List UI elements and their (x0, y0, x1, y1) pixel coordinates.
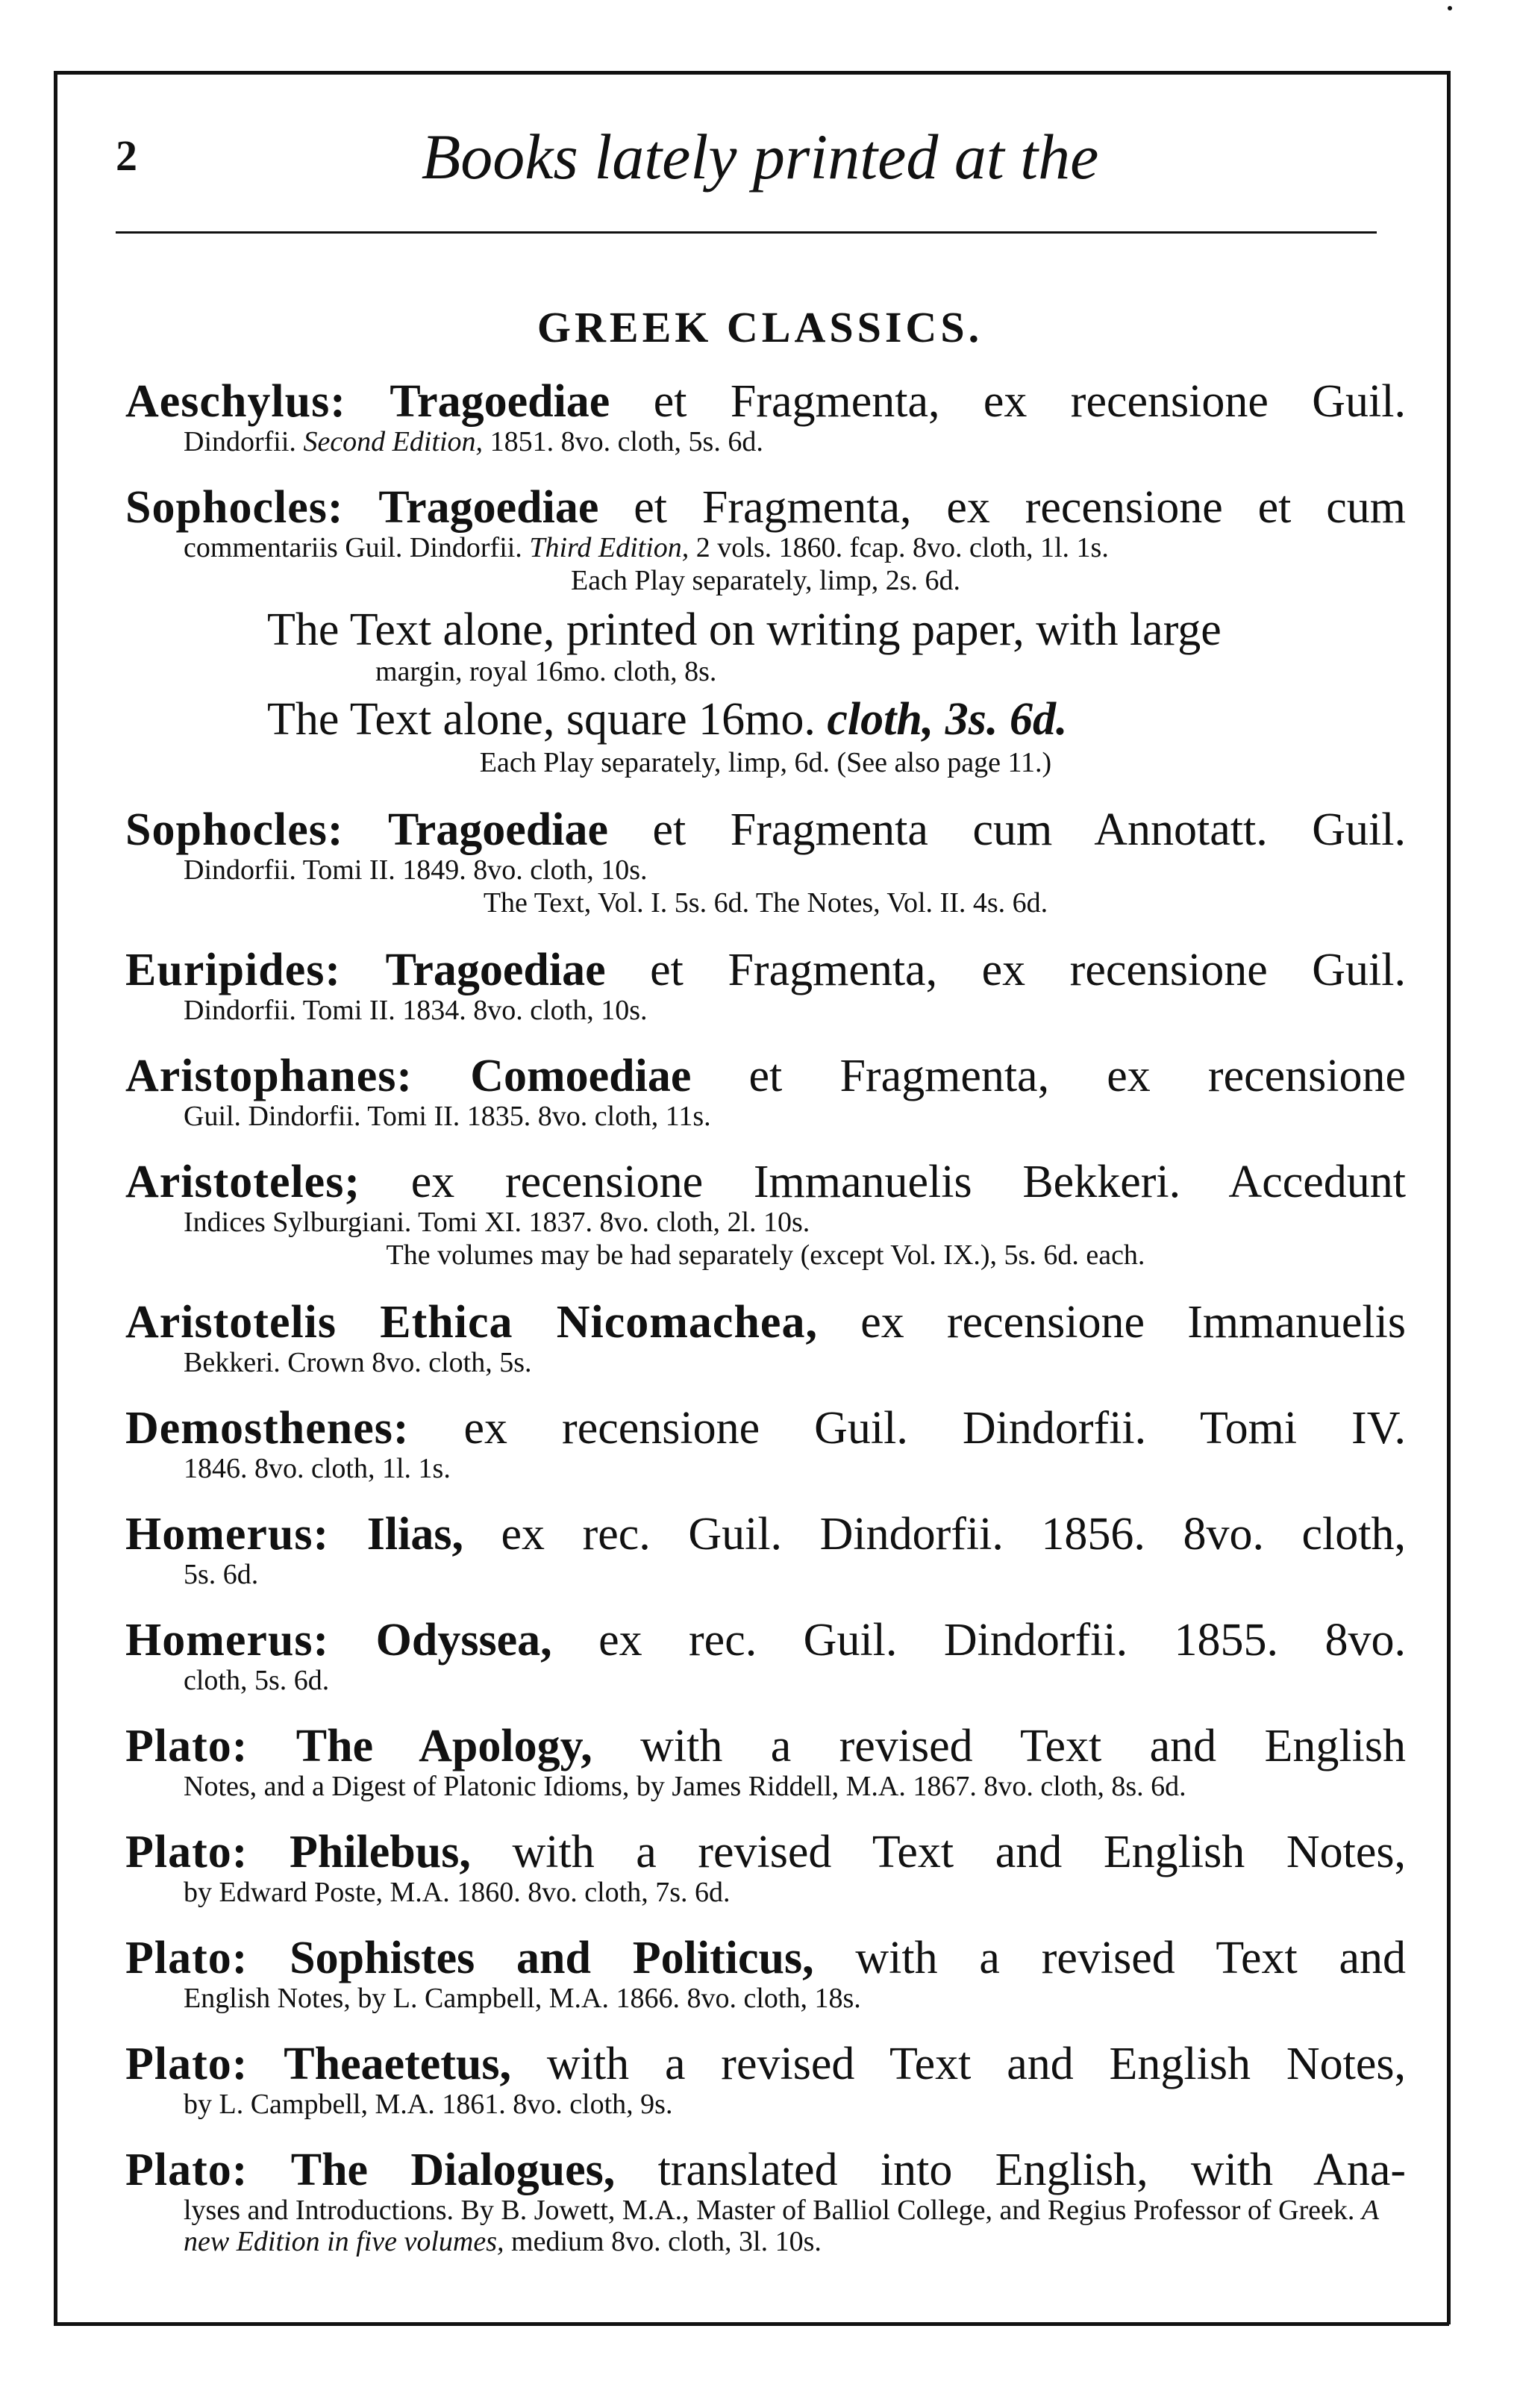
entry-title: ex rec. Guil. Dindorfii. 1856. 8vo. cloth, (463, 1509, 1406, 1560)
entry-details: Notes, and a Digest of Platonic Idioms, by James Riddell, M.A. 1867. 8vo. cloth, 8s. 6d. (184, 1771, 1186, 1802)
entry-details: 1846. 8vo. cloth, 1l. 1s. (184, 1453, 451, 1484)
list-item (125, 377, 1406, 457)
section-title: GREEK CLASSICS. (537, 303, 983, 351)
entry-details: 5s. 6d. (184, 1559, 259, 1590)
entry-details: commentariis Guil. Dindorfii. (184, 532, 522, 563)
entry-text-alone: The Text alone, printed on writing paper, with large (267, 604, 1222, 655)
list-item (125, 1404, 1406, 1484)
entry-edition: Second Edition, (303, 426, 484, 457)
entry-title-bold: Tragoediae (388, 804, 609, 855)
entry-author: Demosthenes: (125, 1403, 410, 1454)
entry-details: Bekkeri. Crown 8vo. cloth, 5s. (184, 1347, 532, 1378)
list-item (125, 2145, 1406, 2257)
list-item (125, 1157, 1406, 1272)
entry-author: Plato: (125, 1721, 248, 1771)
entry-author: Euripides: (125, 945, 342, 995)
bottom-rule (54, 2322, 1449, 2326)
entry-details: lyses and Introductions. By B. Jowett, M.A., Master of Balliol College, and Regius Professor of Greek. (184, 2195, 1355, 2226)
entry-subline: The Text, Vol. I. 5s. 6d. The Notes, Vol. II. 4s. 6d. (483, 887, 1048, 919)
entry-author: Plato: (125, 1827, 248, 1877)
entry-title: ex recensione Guil. Dindorfii. Tomi IV. (409, 1403, 1406, 1454)
entry-author: Aristotelis Ethica Nicomachea, (125, 1297, 818, 1348)
entry-author: Aeschylus: (125, 376, 346, 427)
entry-details: cloth, 5s. 6d. (184, 1665, 330, 1696)
page-speck (1448, 6, 1452, 10)
entry-author: Sophocles: (125, 482, 344, 533)
entry-title: et Fragmenta, ex recensione Guil. (610, 376, 1407, 427)
entry-author: Plato: (125, 2039, 248, 2089)
list-item (125, 1933, 1406, 2014)
entry-author: Sophocles: (125, 804, 344, 855)
entry-text-alone-price: cloth, 3s. 6d. (827, 694, 1068, 745)
entry-text-alone-square: The Text alone, square 16mo. (267, 694, 816, 745)
entry-author: Plato: (125, 1933, 248, 1983)
entry-title: et Fragmenta, ex recensione (691, 1051, 1406, 1101)
entry-title-bold: Comoediae (470, 1051, 692, 1101)
entry-title: with a revised Text and (813, 1933, 1406, 1983)
entry-title: with a revised Text and English (592, 1721, 1407, 1771)
entry-details: English Notes, by L. Campbell, M.A. 1866. 8vo. cloth, 18s. (184, 1983, 861, 2014)
entry-title-bold: Philebus, (289, 1827, 471, 1877)
entry-subline: The volumes may be had separately (except Vol. IX.), 5s. 6d. each. (386, 1239, 1145, 1271)
list-item (125, 1827, 1406, 1908)
list-item (125, 1721, 1406, 1802)
entry-title: et Fragmenta cum Annotatt. Guil. (608, 804, 1406, 855)
entry-edition: Third Edition, (529, 532, 689, 563)
entry-details: Indices Sylburgiani. Tomi XI. 1837. 8vo. cloth, 2l. 10s. (184, 1207, 810, 1238)
entry-title: et Fragmenta, ex recensione Guil. (605, 945, 1407, 995)
page-number: 2 (116, 131, 137, 180)
entry-title: ex rec. Guil. Dindorfii. 1855. 8vo. (551, 1615, 1406, 1666)
list-item (125, 1051, 1406, 1132)
entry-title-bold: The Apology, (295, 1721, 592, 1771)
entry-title-bold: Theaetetus, (284, 2039, 512, 2089)
entry-separately-2: Each Play separately, limp, 6d. (See also page 11.) (479, 747, 1052, 778)
list-item (125, 945, 1406, 1026)
entry-details: Dindorfii. Tomi II. 1849. 8vo. cloth, 10s. (184, 854, 648, 886)
entry-details-tail: 2 vols. 1860. fcap. 8vo. cloth, 1l. 1s. (689, 532, 1109, 563)
entry-details: Guil. Dindorfii. Tomi II. 1835. 8vo. cloth, 11s. (184, 1101, 711, 1132)
running-title: Books lately printed at the (421, 121, 1099, 193)
entry-title: translated into English, with Ana- (615, 2145, 1406, 2195)
entry-title: ex recensione Immanuelis Bekkeri. Accedunt (360, 1157, 1406, 1207)
entry-title: et Fragmenta, ex recensione et cum (598, 482, 1407, 533)
list-item (125, 1510, 1406, 1590)
list-item (125, 2039, 1406, 2120)
header-rule (116, 231, 1377, 234)
entry-title-bold: Tragoediae (378, 482, 599, 533)
entry-details-tail: 1851. 8vo. cloth, 5s. 6d. (483, 426, 763, 457)
list-item (125, 805, 1406, 920)
entry-details: Dindorfii. (184, 426, 296, 457)
entry-title-bold: The Dialogues, (290, 2145, 616, 2195)
entry-separately: Each Play separately, limp, 2s. 6d. (570, 565, 961, 596)
catalogue-entries (125, 377, 1406, 2283)
entry-details: by L. Campbell, M.A. 1861. 8vo. cloth, 9s. (184, 2089, 673, 2120)
entry-title-bold: Ilias, (366, 1509, 463, 1560)
entry-title: with a revised Text and English Notes, (511, 2039, 1406, 2089)
entry-title: with a revised Text and English Notes, (470, 1827, 1406, 1877)
entry-details-tail: medium 8vo. cloth, 3l. 10s. (504, 2226, 822, 2257)
entry-title: ex recensione Immanuelis (817, 1297, 1407, 1348)
entry-details: Dindorfii. Tomi II. 1834. 8vo. cloth, 10s. (184, 995, 648, 1026)
entry-edition: A new Edition in five volumes, (184, 2195, 1379, 2257)
list-item (125, 483, 1406, 780)
entry-text-alone-details: margin, royal 16mo. cloth, 8s. (375, 656, 717, 687)
entry-author: Aristoteles; (125, 1157, 360, 1207)
entry-author: Homerus: (125, 1615, 330, 1666)
entry-title-bold: Tragoediae (390, 376, 610, 427)
entry-details: by Edward Poste, M.A. 1860. 8vo. cloth, 7s. 6d. (184, 1877, 731, 1908)
entry-title-bold: Odyssea, (375, 1615, 552, 1666)
list-item (125, 1616, 1406, 1696)
entry-author: Homerus: (125, 1509, 330, 1560)
entry-title-bold: Sophistes and Politicus, (290, 1933, 814, 1983)
list-item (125, 1298, 1406, 1378)
entry-author: Aristophanes: (125, 1051, 413, 1101)
entry-author: Plato: (125, 2145, 248, 2195)
entry-title-bold: Tragoediae (385, 945, 606, 995)
